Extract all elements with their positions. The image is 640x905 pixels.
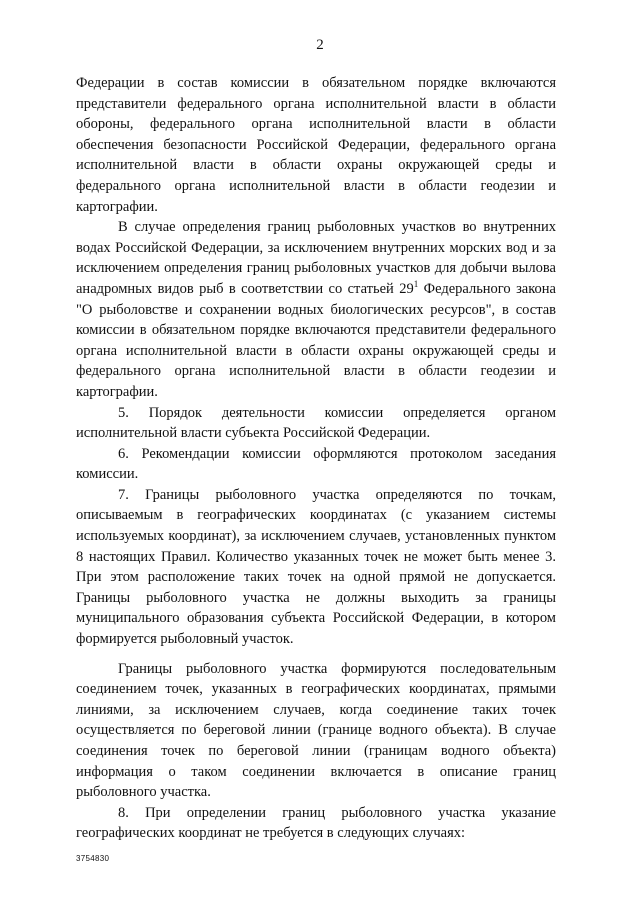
article-superscript: 1 [413, 279, 419, 290]
paragraph-inland-waters-part1: В случае определения границ рыболовных участков во внутренних водах Российской Федерации, за исключением внутренних морских вод и за исключением определения границ рыболовных участков для добычи вылова анадромных видов рыб в соответствии со статьей 29 [76, 219, 556, 297]
paragraph-item-7: 7. Границы рыболовного участка определяются по точкам, описываемым в географических координатах (с указанием системы используемых координат), за исключением случаев, установленных пунктом 8 настоящих Правил. Количество указанных точек не может быть менее 3. При этом расположение таких точек на одной прямой не допускается. Границы рыболовного участка не должны выходить за границы муниципального образования субъекта Российской Федерации, в котором формируется рыболовный участок. [76, 486, 556, 648]
paragraph-inland-waters-part2: Федерального закона "О рыболовстве и сохранении водных биологических ресурсов", в состав комиссии в обязательном порядке включаются представители федерального органа исполнительной власти в области охраны окружающей среды и федерального органа исполнительной власти в области геодезии и картографии. [76, 280, 556, 400]
page-number: 2 [316, 37, 324, 53]
paragraph-boundaries-formation: Границы рыболовного участка формируются последовательным соединением точек, указанных в географических координатах, прямыми линиями, за исключением случаев, когда соединение таких точек осуществляется по береговой линии (границе водного объекта). В случае соединения точек по береговой линии (границам водного объекта) информация о таком соединении включается в описание границ рыболовного участка. [76, 660, 556, 801]
paragraph-item-6: 6. Рекомендации комиссии оформляются протоколом заседания комиссии. [76, 445, 556, 483]
paragraph-commission-members: Федерации в состав комиссии в обязательном порядке включаются представители федерального органа исполнительной власти в области обороны, федерального органа исполнительной власти в области обеспечения безопасности Российской Федерации, федерального органа исполнительной власти в области охраны окружающей среды и федерального органа исполнительной власти в области геодезии и картографии. [76, 75, 556, 215]
paragraph-item-5: 5. Порядок деятельности комиссии определяется органом исполнительной власти субъекта Российской Федерации. [76, 404, 556, 442]
document-code: 3754830 [76, 854, 110, 863]
paragraph-inland-waters [76, 217, 556, 402]
document-body [76, 73, 556, 844]
paragraph-item-8: 8. При определении границ рыболовного участка указание географических координат не требуется в следующих случаях: [76, 804, 556, 842]
